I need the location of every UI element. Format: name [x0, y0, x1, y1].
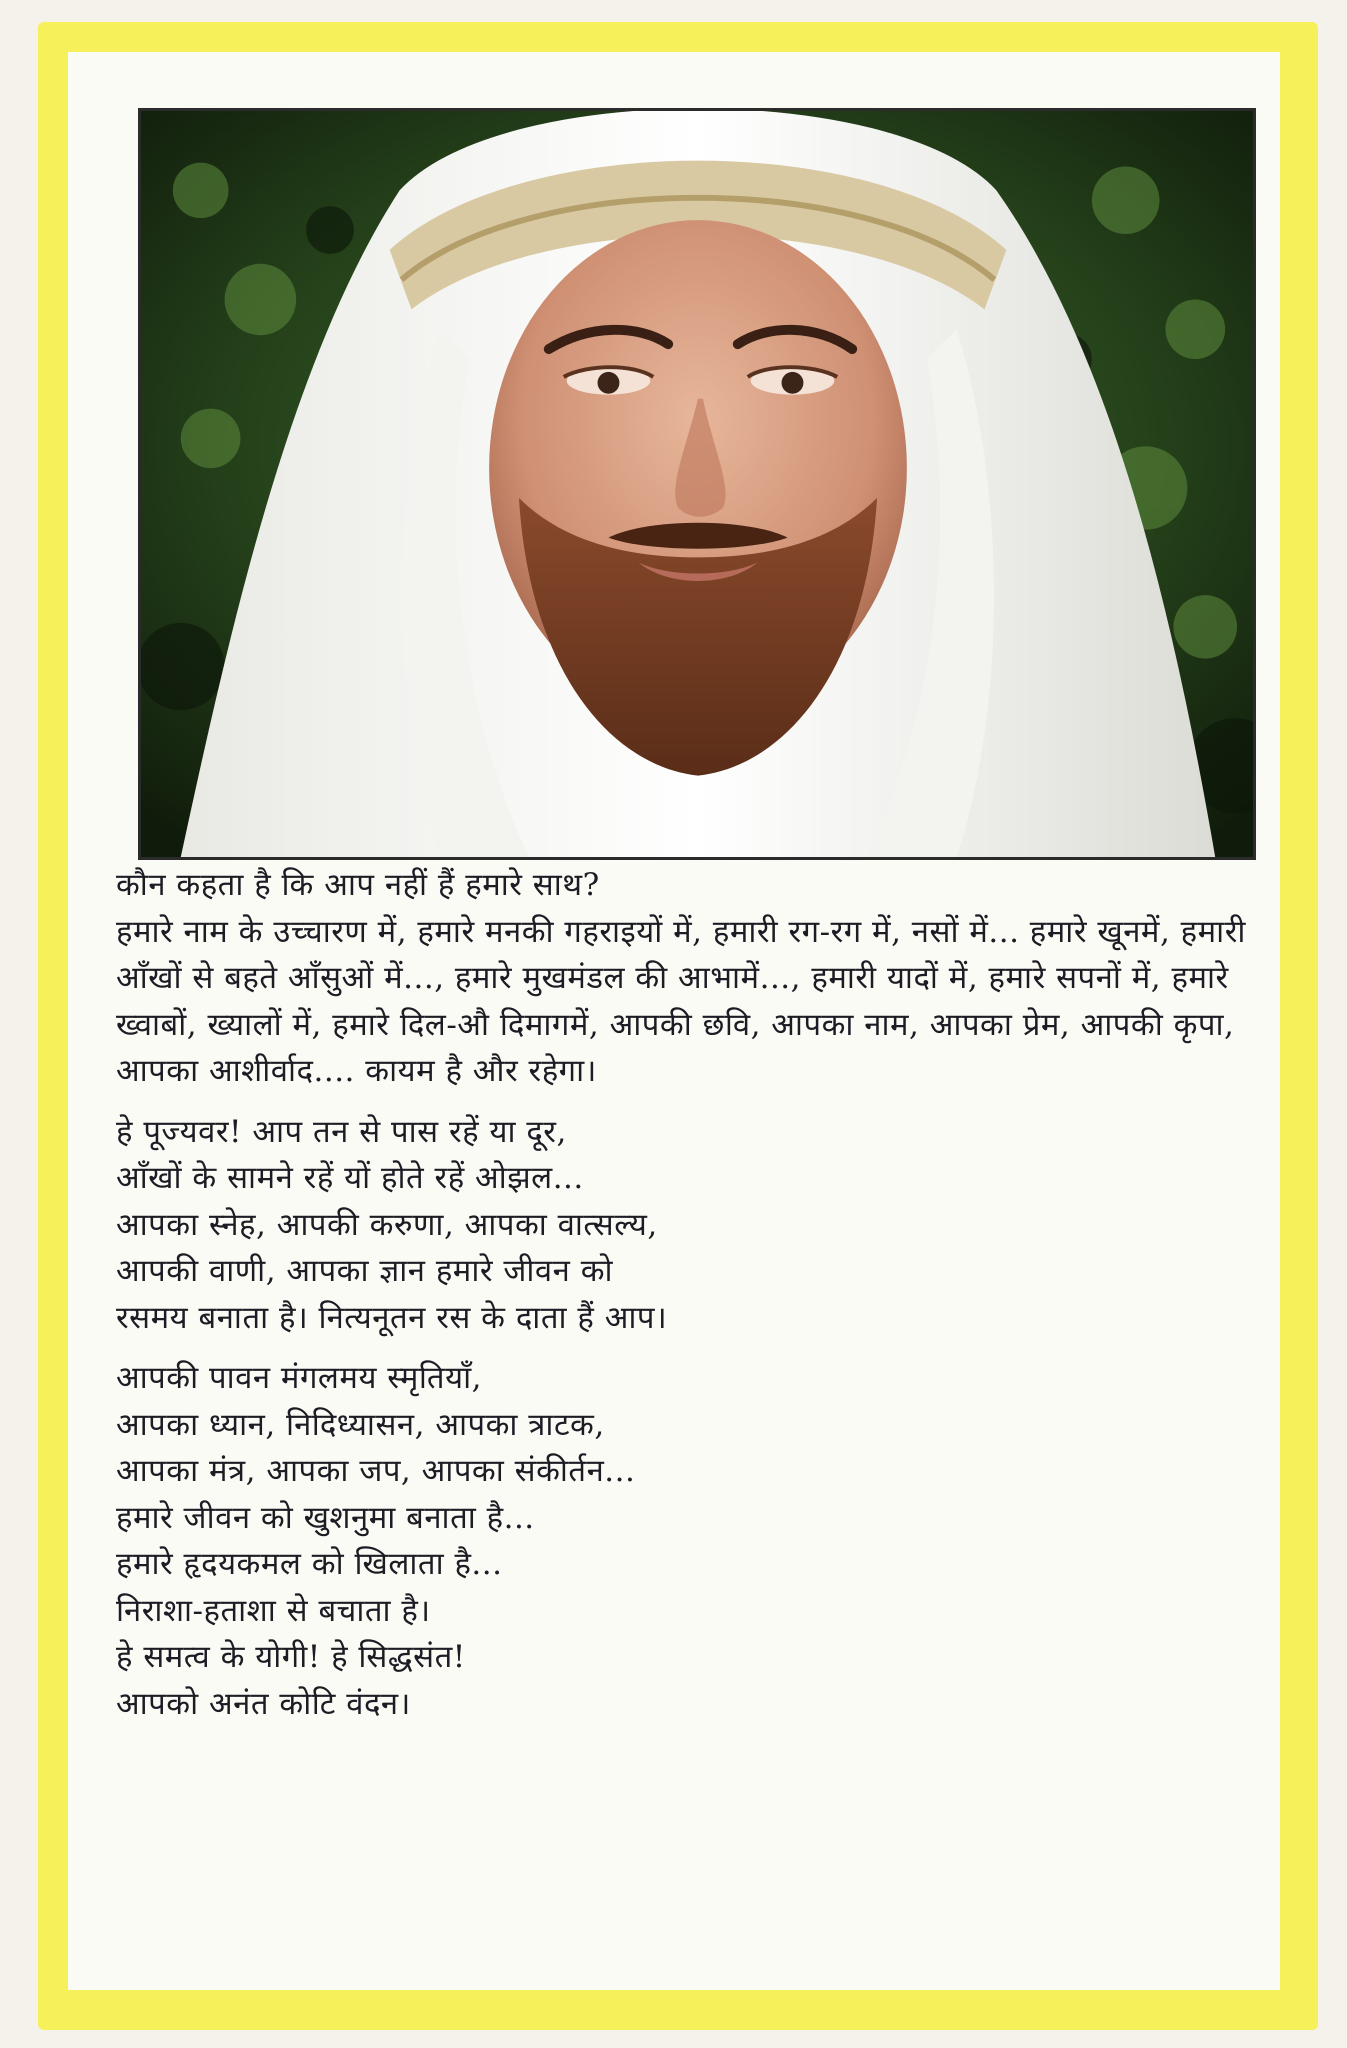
letter-line: आँखों के सामने रहें यों होते रहें ओझल... — [116, 1160, 584, 1196]
letter-line: आपकी वाणी, आपका ज्ञान हमारे जीवन को — [116, 1253, 614, 1289]
letter-closing-line: आपको अनंत कोटि वंदन। — [116, 1685, 411, 1722]
handwritten-letter — [116, 862, 1304, 1727]
letter-line: आपका मंत्र, आपका जप, आपका संकीर्तन... — [116, 1453, 636, 1489]
letter-line: आपका ध्यान, निदिध्यासन, आपका त्राटक, — [116, 1406, 605, 1443]
card-sheet — [68, 52, 1280, 1990]
letter-opening-line: कौन कहता है कि आप नहीं हैं हमारे साथ? — [116, 867, 600, 903]
letter-line: हे समत्व के योगी! हे सिद्धसंत! — [116, 1639, 466, 1675]
portrait-photo — [138, 108, 1256, 860]
letter-line: निराशा-हताशा से बचाता है। — [116, 1592, 431, 1629]
portrait-illustration — [141, 111, 1253, 857]
letter-line: हमारे हृदयकमल को खिलाता है... — [116, 1546, 503, 1582]
letter-line: हमारे जीवन को खुशनुमा बनाता है... — [116, 1499, 535, 1536]
letter-line: आपकी पावन मंगलमय स्मृतियाँ, — [116, 1360, 482, 1396]
letter-paragraph: हमारे नाम के उच्चारण में, हमारे मनकी गहराइयों में, हमारी रग-रग में, नसों में... हमारे खूनमें, हमारी आँखों से बहते आँसुओं में..., हमारे मुखमंडल की आभामें..., हमारी यादों में, हमारे सपनों में, हमारे ख्वाबों, ख्यालों में, हमारे दिल-औ दिमागमें, आपकी छवि, आपका नाम, आपका प्रेम, आपकी कृपा, आपका आशीर्वाद.... कायम है और रहेगा। — [116, 913, 1246, 1089]
letter-line: हे पूज्यवर! आप तन से पास रहें या दूर, — [116, 1113, 567, 1150]
letter-line: रसमय बनाता है। नित्यनूतन रस के दाता हैं आप। — [116, 1299, 668, 1336]
card-frame — [38, 22, 1318, 2030]
letter-line: आपका स्नेह, आपकी करुणा, आपका वात्सल्य, — [116, 1206, 658, 1243]
